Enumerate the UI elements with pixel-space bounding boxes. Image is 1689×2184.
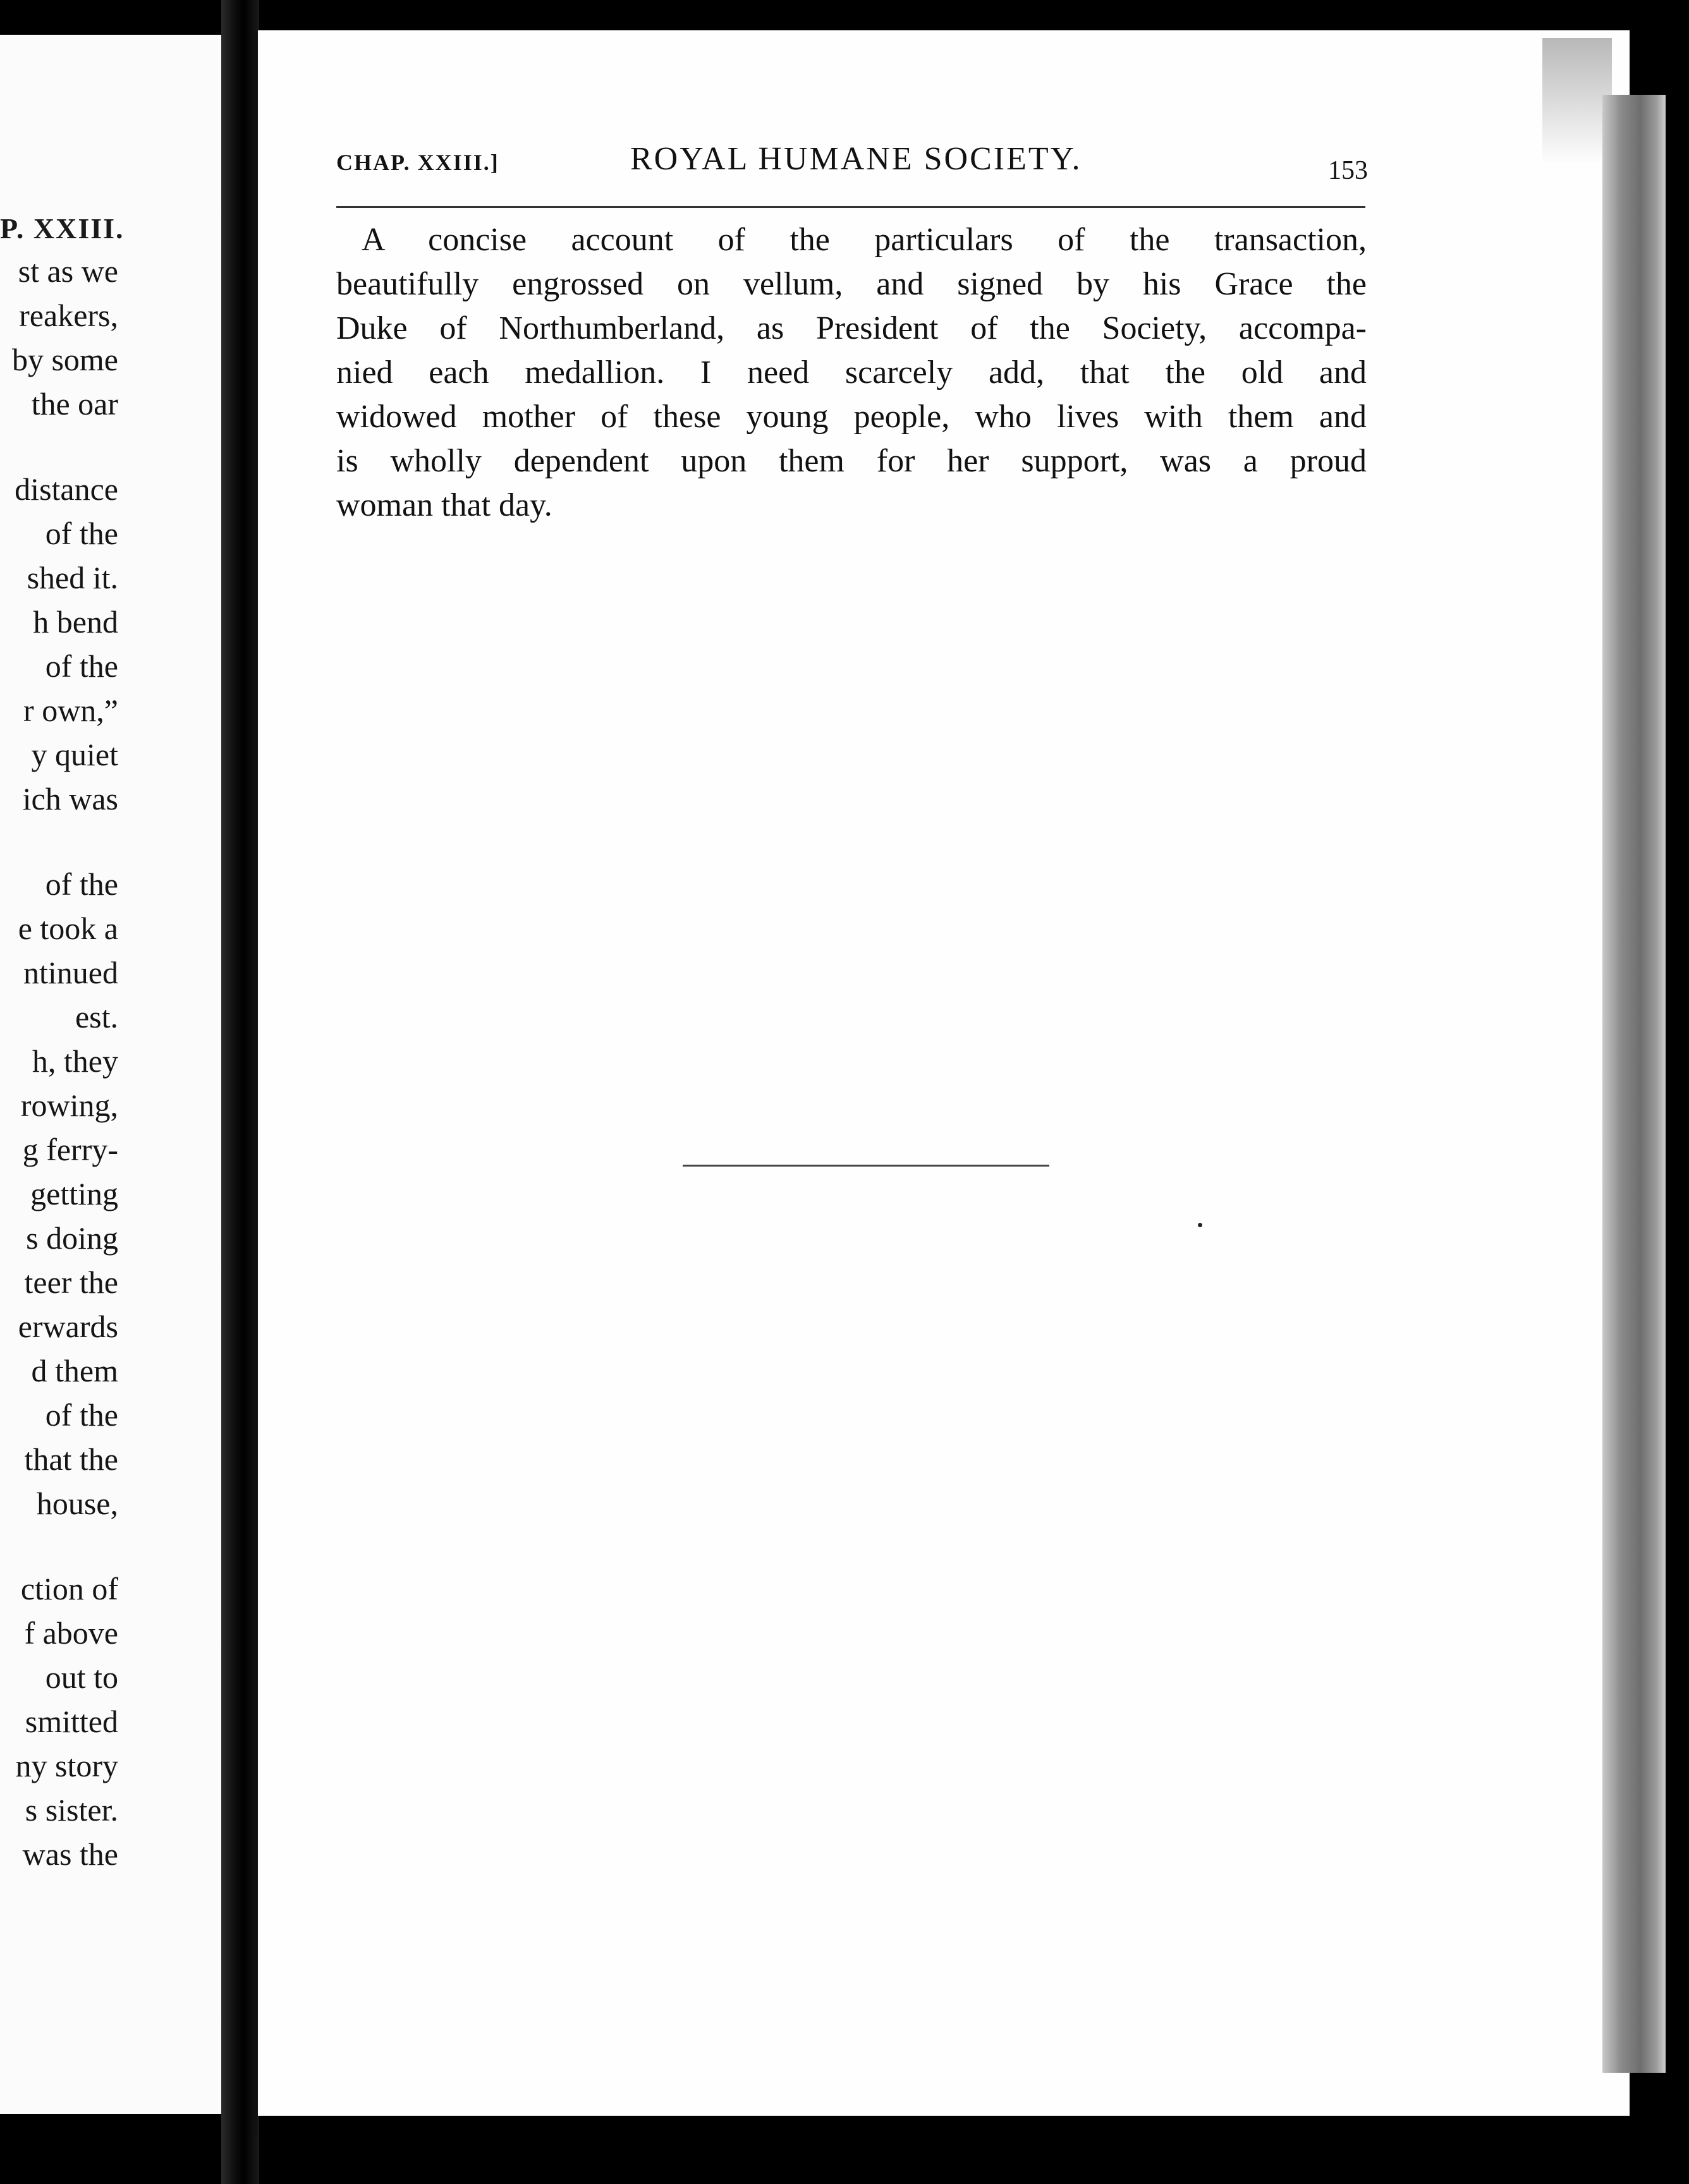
paragraph-line: nied each medallion. I need scarcely add, that the old and xyxy=(336,355,1367,391)
chapter-end-rule xyxy=(683,1165,1049,1167)
left-running-head: P. XXIII. xyxy=(0,212,125,245)
left-page xyxy=(0,35,237,2114)
body-paragraph xyxy=(336,218,1367,528)
left-line: g ferry- xyxy=(22,1132,118,1167)
left-line: of the xyxy=(45,648,118,684)
left-line: teer the xyxy=(24,1265,118,1300)
left-line: s sister. xyxy=(25,1792,118,1828)
left-line: the oar xyxy=(31,386,118,422)
left-line: f above xyxy=(24,1615,118,1651)
left-line: that the xyxy=(24,1441,118,1477)
left-line: house, xyxy=(36,1486,118,1521)
left-line: reakers, xyxy=(19,298,118,333)
left-line: r own,” xyxy=(23,693,118,728)
left-line: h, they xyxy=(32,1043,118,1079)
page-corner-shadow xyxy=(1542,38,1612,164)
left-line: ich was xyxy=(22,781,118,816)
left-line: erwards xyxy=(18,1309,118,1344)
left-line: ny story xyxy=(15,1748,118,1783)
paragraph-line: Duke of Northumberland, as President of the Society, accompa- xyxy=(336,310,1367,346)
left-line: est. xyxy=(75,999,118,1034)
left-line: of the xyxy=(45,516,118,551)
left-line: ction of xyxy=(20,1571,118,1606)
left-line: e took a xyxy=(18,911,118,946)
left-line: h bend xyxy=(33,604,118,640)
paragraph-line: woman that day. xyxy=(336,487,552,523)
left-line: rowing, xyxy=(20,1088,118,1123)
paragraph-line: widowed mother of these young people, who lives with them and xyxy=(336,399,1367,435)
paragraph-line: is wholly dependent upon them for her support, was a proud xyxy=(336,443,1367,479)
binding-edge xyxy=(253,32,257,2136)
left-line: of the xyxy=(45,866,118,902)
left-line: of the xyxy=(45,1397,118,1433)
paragraph-line: beautifully engrossed on vellum, and signed by his Grace the xyxy=(336,266,1367,302)
left-line: by some xyxy=(11,342,118,377)
chapter-label: CHAP. XXIII.] xyxy=(336,150,499,175)
left-line: distance xyxy=(15,471,118,507)
page-number: 153 xyxy=(1328,156,1368,185)
page-fore-edge xyxy=(1602,95,1666,2073)
left-line: getting xyxy=(30,1176,118,1211)
left-line: d them xyxy=(31,1353,118,1388)
header-rule xyxy=(336,206,1365,208)
paragraph-line: A concise account of the particulars of the transaction, xyxy=(362,222,1367,258)
left-line: shed it. xyxy=(27,560,118,595)
running-head xyxy=(336,140,1367,185)
left-line: was the xyxy=(22,1836,118,1872)
left-line: s doing xyxy=(26,1220,118,1256)
left-line: smitted xyxy=(25,1704,118,1739)
left-line: ntinued xyxy=(23,955,118,990)
left-line: st as we xyxy=(18,253,118,289)
left-line: out to xyxy=(45,1659,118,1695)
ink-speck xyxy=(1198,1223,1202,1227)
running-title: ROYAL HUMANE SOCIETY. xyxy=(630,141,1082,177)
left-line: y quiet xyxy=(31,737,118,772)
